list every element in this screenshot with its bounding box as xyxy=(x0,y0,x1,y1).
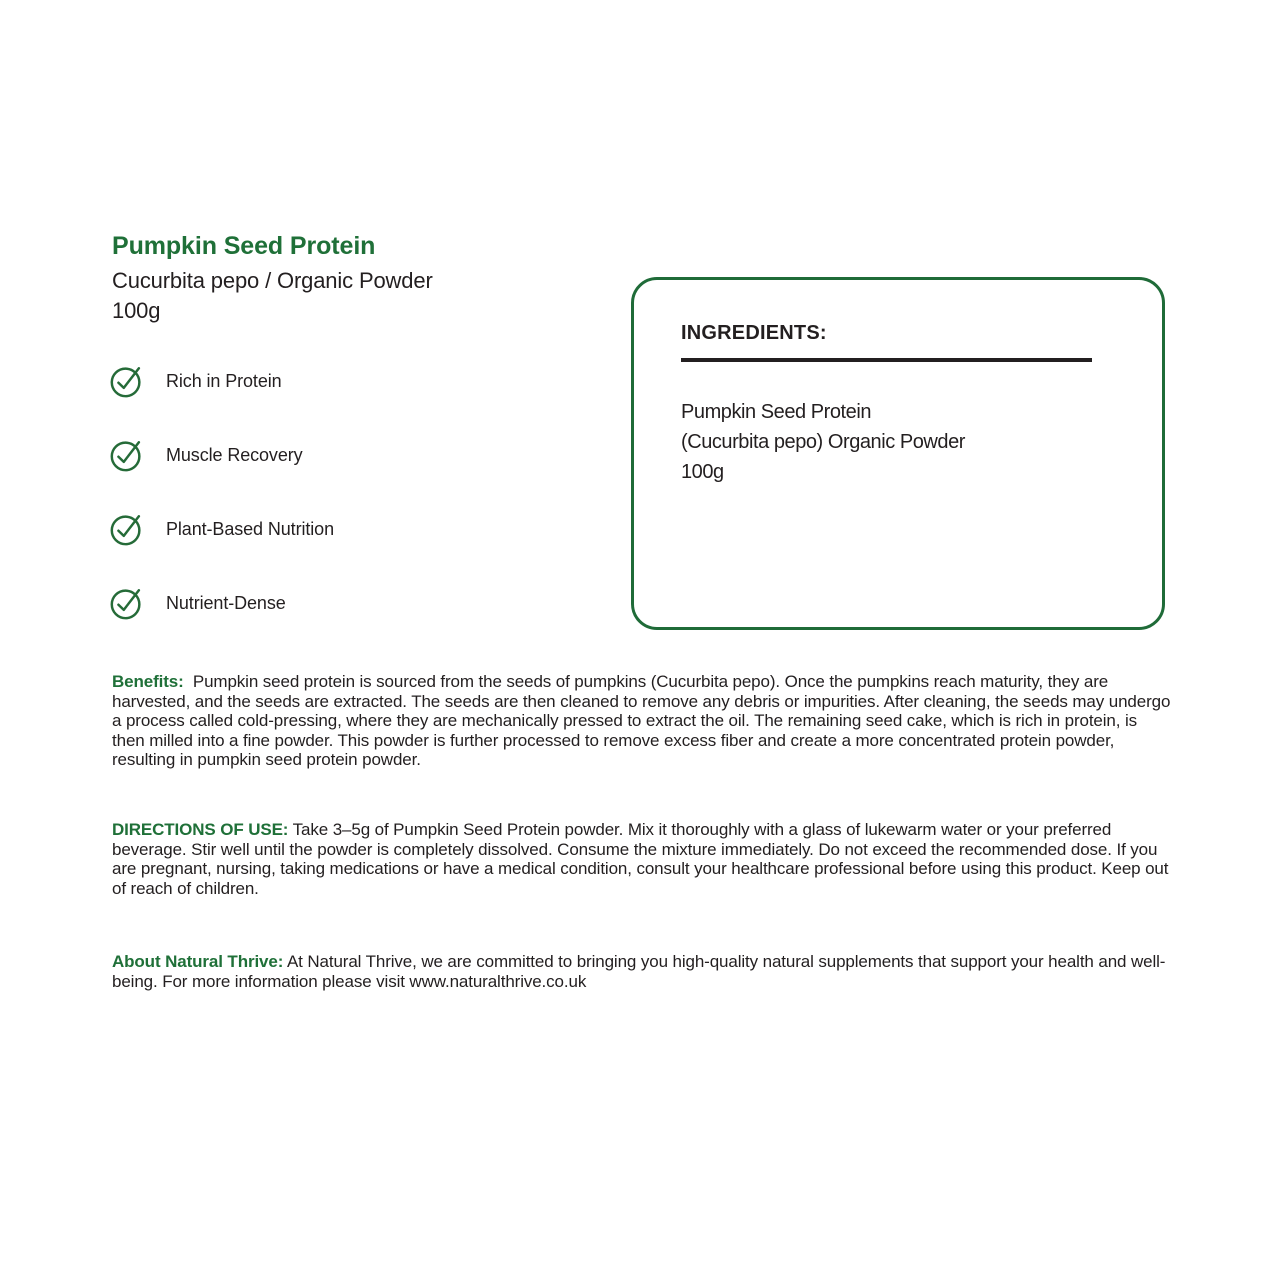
check-circle-icon xyxy=(108,510,146,548)
page-title: Pumpkin Seed Protein xyxy=(112,232,376,260)
directions-section xyxy=(112,820,1174,898)
benefits-label: Benefits: xyxy=(112,672,184,691)
ingredients-content xyxy=(681,322,1122,487)
list-item xyxy=(108,362,588,400)
benefits-body: Pumpkin seed protein is sourced from the seeds of pumpkins (Cucurbita pepo). Once the pumpkins reach maturity, they are harvested, and the seeds are extracted. The seeds are then cleaned to remove any debris or impurities. After cleaning, the seeds may undergo a process called cold-pressing, where they are mechanically pressed to extract the oil. The remaining seed cake, which is rich in protein, is then milled into a fine powder. This powder is further processed to remove excess fiber and create a more concentrated protein powder, resulting in pumpkin seed protein powder. xyxy=(112,672,1171,769)
feature-label: Plant-Based Nutrition xyxy=(166,518,334,539)
feature-label: Rich in Protein xyxy=(166,370,282,391)
ingredient-line: (Cucurbita pepo) Organic Powder xyxy=(681,431,965,453)
ingredients-list xyxy=(681,397,1122,487)
about-body: At Natural Thrive, we are committed to bringing you high-quality natural supplements that support your health and well-being. For more information please visit www.naturalthrive.co.uk xyxy=(112,952,1166,991)
feature-list xyxy=(108,362,588,622)
check-circle-icon xyxy=(108,436,146,474)
ingredients-heading: INGREDIENTS: xyxy=(681,322,827,344)
product-subtitle: Cucurbita pepo / Organic Powder xyxy=(112,267,433,293)
benefits-section xyxy=(112,672,1174,770)
list-item xyxy=(108,510,588,548)
benefits-paragraph xyxy=(112,672,1174,770)
about-label: About Natural Thrive: xyxy=(112,952,284,971)
about-paragraph xyxy=(112,952,1174,991)
feature-label: Muscle Recovery xyxy=(166,444,303,465)
product-header xyxy=(112,232,632,325)
about-section xyxy=(112,952,1174,991)
ingredients-panel xyxy=(631,277,1165,630)
check-circle-icon xyxy=(108,584,146,622)
check-circle-icon xyxy=(108,362,146,400)
directions-label: DIRECTIONS OF USE: xyxy=(112,820,289,839)
list-item xyxy=(108,436,588,474)
ingredient-line: 100g xyxy=(681,461,724,483)
feature-label: Nutrient-Dense xyxy=(166,592,286,613)
divider xyxy=(681,358,1092,362)
directions-body: Take 3–5g of Pumpkin Seed Protein powder. Mix it thoroughly with a glass of lukewarm water or your preferred beverage. Stir well until the powder is completely dissolved. Consume the mixture immediately. Do not exceed the recommended dose. If you are pregnant, nursing, taking medications or have a medical condition, consult your healthcare professional before using this product. Keep out of reach of children. xyxy=(112,820,1169,898)
product-weight: 100g xyxy=(112,298,161,324)
directions-paragraph xyxy=(112,820,1174,898)
list-item xyxy=(108,584,588,622)
ingredient-line: Pumpkin Seed Protein xyxy=(681,401,872,423)
